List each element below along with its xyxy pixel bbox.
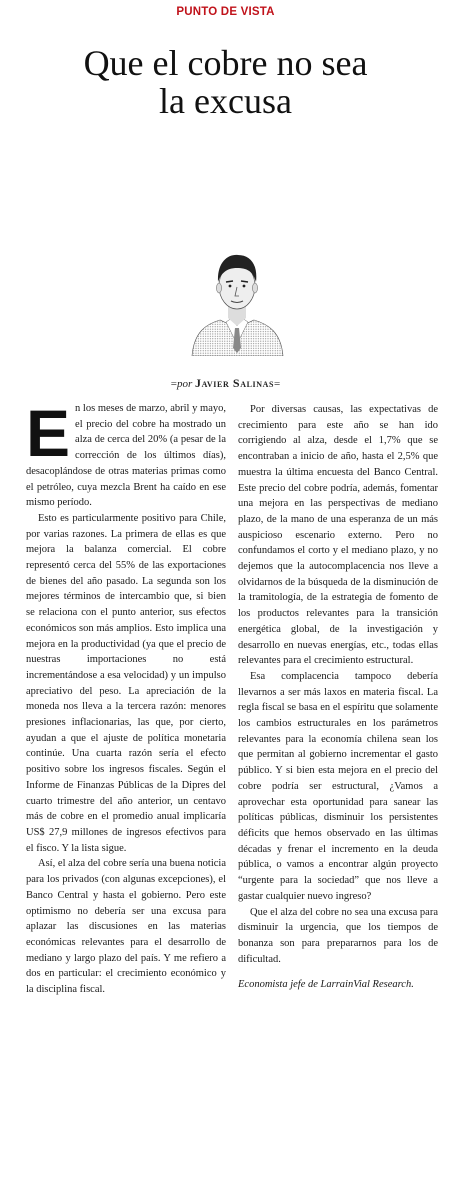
article-paragraph: Por diversas causas, las expectativas de crecimiento para este año se han ido corrigiendo al alza, desde el 1,7% que se encontraban a inicio de año, hasta el 2,5% que muestra la última encuesta del Banco Central. Este precio del cobre podría, además, fomentar una mejora en las perspectivas de mediano plazo, de la mano de una esperanza de un más auspicioso escenario externo. Pero no confundamos el corto y el mediano plazo, y no dejemos que la autocomplacencia nos lleve a olvidarnos de la búsqueda de la disminución de la tramitología, de la estrategia de fomento de los productos relevantes para la transición energética global, de la investigación y desarrollo en nuevas energías, etc., todas ellas relevantes para el crecimiento estructural. (238, 404, 438, 667)
headline-line-1: Que el cobre no sea (83, 43, 368, 83)
section-kicker: PUNTO DE VISTA (176, 6, 275, 18)
drop-cap: E (26, 396, 71, 470)
byline-ornament-left: = (170, 378, 177, 390)
paragraph-text: n los meses de marzo, abril y mayo, el precio del cobre ha mostrado un alza de cerca del 20% (a pesar de la corrección de los últimos días), desacoplándose de otras materias primas como el petróleo, cuya mezcla Brent ha caído en ese mismo período. (26, 403, 226, 509)
article-paragraph: Que el alza del cobre no sea una excusa para disminuir la urgencia, que los tiempos de bonanza son para prepararnos para los de dificultad. (238, 906, 438, 965)
author-name: Javier Salinas (194, 376, 275, 390)
article-paragraph (26, 396, 226, 511)
byline-ornament-right: = (274, 378, 281, 390)
author-portrait (190, 244, 285, 356)
article-headline (0, 44, 451, 120)
article-paragraph: Esto es particularmente positivo para Chile, por varias razones. La primera de ellas es que mejora la balanza comercial. El cobre representó cerca del 55% de las exportaciones de bienes del año pasado. La segunda son los mejores términos de intercambio que, si bien se relaciona con el punto anterior, sus efectos económicos son más amplios. Esto implica una mejora en la productividad (ya que el precio de nuestras importaciones no está incrementándose a esa velocidad) y un impulso apreciativo del peso. La apreciación de la moneda nos lleva a la tercera razón: menores presiones inflacionarias, las que, por cierto, ayudan a que el ajuste de política monetaria continúe. Una cuarta razón sería el efecto positivo sobre los ingresos fiscales. Según el Informe de Finanzas Públicas de la Dipres del cuarto trimestre del año anterior, un centavo más de cobre en el promedio anual implicaría US$ 27,9 millones de ingresos efectivos para el fisco. Y la lista sigue. (26, 512, 226, 854)
byline (0, 376, 451, 391)
article-paragraph: Esa complacencia tampoco debería llevarnos a ser más laxos en materia fiscal. La regla fiscal se basa en el espíritu que solamente los cambios estructurales en los parámetros relevantes para la economía chilena sean los que permitan al gobierno incrementar el gasto público. Y si bien esta mejora en el precio del cobre podría ser estructural, ¿Vamos a aprovechar esta oportunidad para sanear las políticas públicas, disminuir los persistentes déficits que hemos observado en las últimas décadas y frenar el incremento en la deuda pública, o vamos a encontrar algún proyecto “urgente para la sociedad” que nos lleve a gastar cualquier nuevo ingreso? (238, 670, 438, 902)
author-signature: Economista jefe de LarrainVial Research. (238, 979, 414, 991)
article-paragraph: Así, el alza del cobre sería una buena noticia para los privados (con algunas excepciones), el Banco Central y hasta el gobierno. Pero este optimismo no debería ser una excusa para aplazar las discusiones en las materias económicas relevantes para el desarrollo de mediano y largo plazo del país. Y me refiero a dos en particular: el crecimiento económico y la disciplina fiscal. (26, 858, 226, 996)
byline-prefix: por (176, 378, 193, 390)
headline-line-2: la excusa (159, 81, 292, 121)
article-column-right (238, 402, 438, 993)
article-column-left (26, 396, 226, 998)
